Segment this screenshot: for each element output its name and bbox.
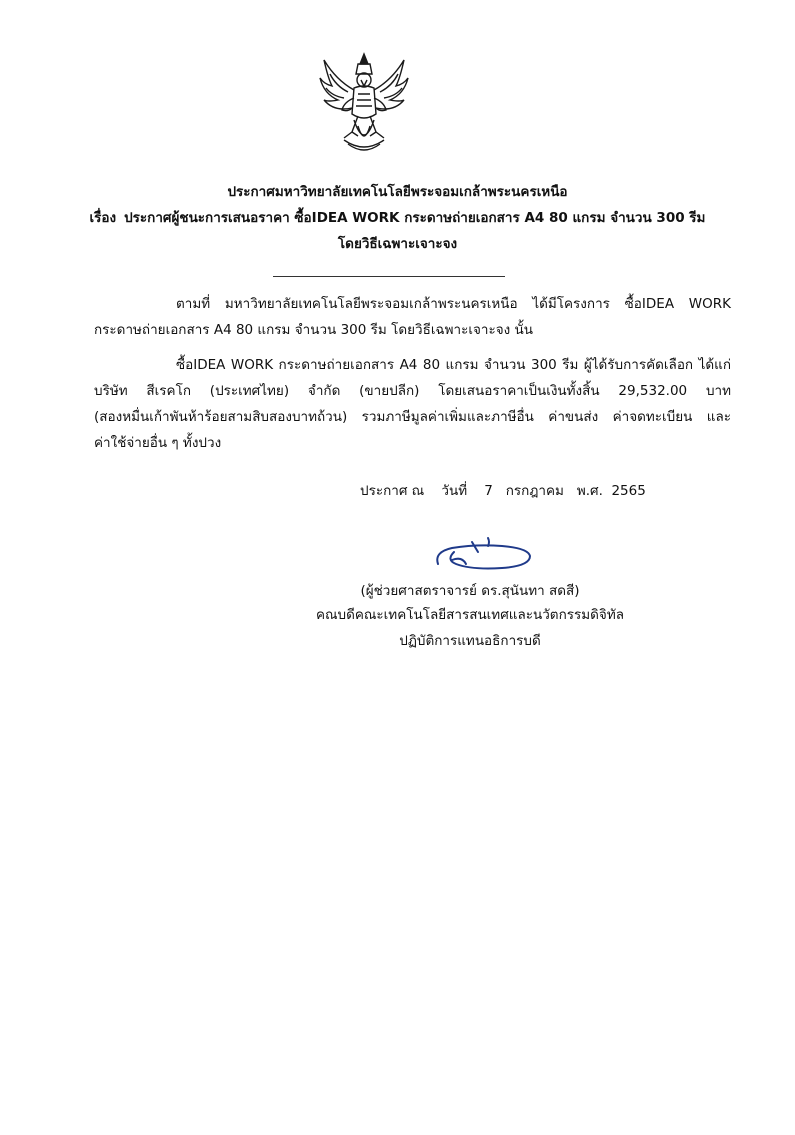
paragraph-1-line-2: กระดาษถ่ายเอกสาร A4 80 แกรม จำนวน 300 รีม โดยวิธีเฉพาะเจาะจง นั้น — [94, 322, 533, 338]
paragraph-2-line-1: ซื้อIDEA WORK กระดาษถ่ายเอกสาร A4 80 แกรม จำนวน 300 รีม ผู้ได้รับการคัดเลือก ได้แก่ — [176, 357, 731, 373]
date-prefix: ประกาศ ณ — [360, 483, 425, 499]
paragraph-1-line-1: ตามที่ มหาวิทยาลัยเทคโนโลยีพระจอมเกล้าพระนครเหนือ ได้มีโครงการ ซื้อIDEA WORK — [176, 296, 731, 312]
date-day-label: วันที่ — [441, 483, 468, 499]
subject-text-line1: ประกาศผู้ชนะการเสนอราคา ซื้อIDEA WORK กระดาษถ่ายเอกสาร A4 80 แกรม จำนวน 300 รีม — [124, 210, 706, 226]
paragraph-2-line-3: (สองหมื่นเก้าพันห้าร้อยสามสิบสองบาทถ้วน) รวมภาษีมูลค่าเพิ่มและภาษีอื่น ค่าขนส่ง ค่าจดทะเบียน และ — [94, 409, 731, 425]
handwritten-signature — [432, 534, 536, 578]
signatory-acting-role: ปฏิบัติการแทนอธิการบดี — [399, 633, 541, 649]
date-month: กรกฎาคม — [505, 483, 564, 499]
garuda-emblem-icon — [318, 50, 410, 158]
paragraph-2-line-4: ค่าใช้จ่ายอื่น ๆ ทั้งปวง — [94, 435, 222, 451]
announcement-title: ประกาศมหาวิทยาลัยเทคโนโลยีพระจอมเกล้าพระนครเหนือ — [227, 184, 568, 200]
header-divider — [273, 276, 505, 277]
date-era: พ.ศ. — [576, 483, 603, 499]
signatory-position: คณบดีคณะเทคโนโลยีสารสนเทศและนวัตกรรมดิจิทัล — [315, 607, 624, 623]
date-day: 7 — [484, 483, 493, 499]
subject-text-line2: โดยวิธีเฉพาะเจาะจง — [337, 236, 458, 252]
date-year: 2565 — [611, 483, 646, 499]
subject-label: เรื่อง — [89, 210, 117, 226]
signatory-name: (ผู้ช่วยศาสตราจารย์ ดร.สุนันทา สดสี) — [360, 583, 580, 599]
announcement-subject — [0, 208, 795, 228]
paragraph-2-line-2: บริษัท สีเรคโก (ประเทศไทย) จำกัด (ขายปลีก) โดยเสนอราคาเป็นเงินทั้งสิ้น 29,532.00 บาท — [94, 383, 731, 399]
announcement-date — [360, 481, 646, 501]
